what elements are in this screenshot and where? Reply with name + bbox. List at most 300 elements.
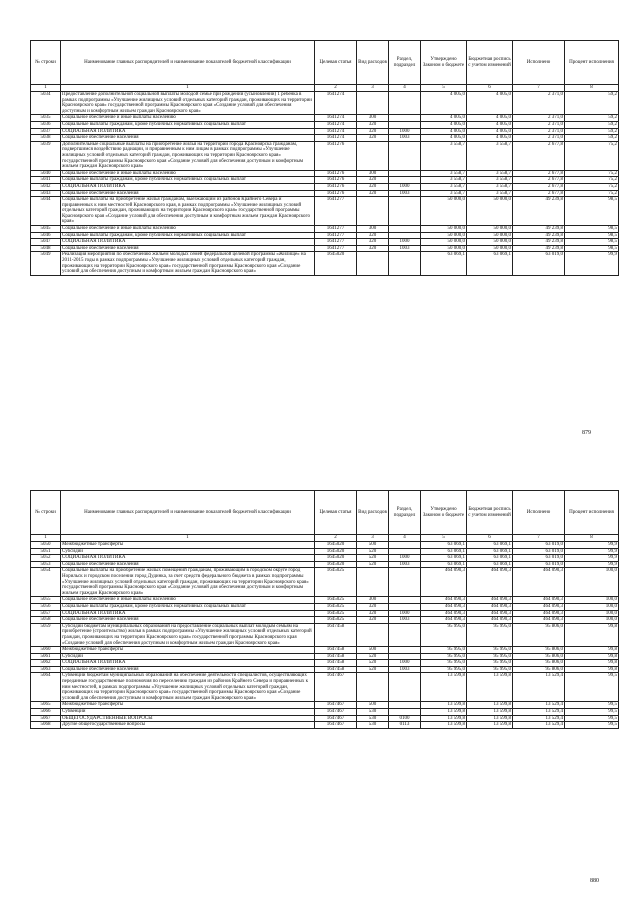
row-name: СОЦИАЛЬНАЯ ПОЛИТИКА bbox=[61, 610, 315, 617]
row-approved: 3 558,7 bbox=[421, 141, 467, 170]
table-row bbox=[31, 252, 619, 275]
row-section: 1003 bbox=[389, 561, 421, 568]
row-number: 5044 bbox=[31, 197, 61, 226]
row-approved: 13 599,8 bbox=[421, 715, 467, 722]
row-percent: 99,5 bbox=[565, 709, 619, 716]
row-percent: 59,2 bbox=[565, 135, 619, 142]
row-name: Субвенции bbox=[61, 709, 315, 716]
row-section: 1003 bbox=[389, 190, 421, 197]
row-percent: 75,2 bbox=[565, 183, 619, 190]
row-expense: 320 bbox=[357, 121, 389, 128]
row-budget: 50 000,0 bbox=[467, 226, 513, 233]
row-name: Социальные выплаты гражданам, кроме публичных нормативных социальных выплат bbox=[61, 177, 315, 184]
row-executed: 95 806,0 bbox=[513, 666, 565, 673]
row-expense: 530 bbox=[357, 709, 389, 716]
table-row bbox=[31, 245, 619, 252]
table-row bbox=[31, 709, 619, 716]
row-section: 1003 bbox=[389, 135, 421, 142]
row-executed: 464 090,3 bbox=[513, 610, 565, 617]
row-name: Субсидии бюджетам муниципальных образований на предоставление социальных выплат молодым семьям на приобретение (строительство) жилья в рамках подпрограммы «Улучшение жилищных условий отдельных категорий граждан, проживающих на территории Красноярского края» государственной программы Красноярского края «Создание условий для обеспечения доступным и комфортным жильем граждан Красноярского края» bbox=[61, 623, 315, 646]
row-section: 0100 bbox=[389, 715, 421, 722]
row-expense: 530 bbox=[357, 722, 389, 729]
row-number: 5064 bbox=[31, 673, 61, 702]
row-executed: 464 090,3 bbox=[513, 597, 565, 604]
row-number: 5057 bbox=[31, 610, 61, 617]
row-article: 1641277 bbox=[315, 245, 357, 252]
row-expense: 320 bbox=[357, 603, 389, 610]
row-percent: 99,9 bbox=[565, 561, 619, 568]
row-executed: 2 677,8 bbox=[513, 183, 565, 190]
row-expense bbox=[357, 197, 389, 226]
row-section: 1003 bbox=[389, 617, 421, 624]
row-number: 5055 bbox=[31, 597, 61, 604]
row-article: 1641277 bbox=[315, 197, 357, 226]
row-executed: 13 529,4 bbox=[513, 702, 565, 709]
row-executed: 2 371,0 bbox=[513, 121, 565, 128]
table-row bbox=[31, 121, 619, 128]
col-number: 5 bbox=[421, 535, 467, 542]
row-budget: 13 599,8 bbox=[467, 673, 513, 702]
row-expense: 320 bbox=[357, 190, 389, 197]
row-article: 1647467 bbox=[315, 715, 357, 722]
header-num: № строки bbox=[31, 41, 61, 85]
row-article: 1641274 bbox=[315, 92, 357, 115]
row-expense: 320 bbox=[357, 617, 389, 624]
row-approved: 464 090,3 bbox=[421, 610, 467, 617]
col-number: 1 bbox=[61, 85, 315, 92]
row-budget: 63 069,1 bbox=[467, 548, 513, 555]
row-expense: 520 bbox=[357, 653, 389, 660]
row-article: 1647458 bbox=[315, 660, 357, 667]
row-approved: 4 005,0 bbox=[421, 121, 467, 128]
col-number: 5 bbox=[421, 85, 467, 92]
row-section: 1000 bbox=[389, 128, 421, 135]
row-approved: 4 005,0 bbox=[421, 135, 467, 142]
row-article: 1645020 bbox=[315, 252, 357, 275]
row-approved: 464 090,3 bbox=[421, 617, 467, 624]
row-executed: 2 677,8 bbox=[513, 177, 565, 184]
row-number: 5061 bbox=[31, 653, 61, 660]
row-budget: 464 090,3 bbox=[467, 617, 513, 624]
row-article: 1641277 bbox=[315, 226, 357, 233]
row-budget: 4 005,0 bbox=[467, 135, 513, 142]
row-percent: 99,9 bbox=[565, 542, 619, 549]
col-number: 7 bbox=[513, 535, 565, 542]
table-row bbox=[31, 610, 619, 617]
col-number: 7 bbox=[513, 85, 565, 92]
row-section bbox=[389, 603, 421, 610]
col-number: 1 bbox=[31, 85, 61, 92]
row-approved: 95 995,0 bbox=[421, 666, 467, 673]
row-name: Дополнительные социальные выплаты на приобретение жилья на территории города Красноярска гражданам, подвергшимся воздействию радиации, и приравненным к ним лицам в рамках подпрограммы «Улучшение жилищных условий отдельных категорий граждан, проживающих на территории Красноярского края» государственной программы Красноярского края «Создание условий для обеспечения доступным и комфортным жильем граждан Красноярского края» bbox=[61, 141, 315, 170]
table-row bbox=[31, 232, 619, 239]
row-article: 1641274 bbox=[315, 128, 357, 135]
header-name: Наименование главных распорядителей и наименование показателей бюджетной классификации bbox=[61, 491, 315, 535]
row-approved: 50 000,0 bbox=[421, 197, 467, 226]
row-name: Социальные выплаты на приобретение жилых помещений гражданам, проживающим в городском округе город Норильск и городском поселении город Дудинка, за счет средств федерального бюджета в рамках подпрограммы «Улучшение жилищных условий отдельных категорий граждан, проживающих на территории Красноярского края» государственной программы Красноярского края «Создание условий для обеспечения доступным и комфортным жильем граждан Красноярского края» bbox=[61, 568, 315, 597]
header-expense: Вид расходов bbox=[357, 491, 389, 535]
row-section bbox=[389, 92, 421, 115]
table-row bbox=[31, 183, 619, 190]
row-approved: 464 090,3 bbox=[421, 597, 467, 604]
table-row bbox=[31, 548, 619, 555]
row-budget: 3 558,7 bbox=[467, 141, 513, 170]
row-approved: 13 599,8 bbox=[421, 702, 467, 709]
row-approved: 464 090,3 bbox=[421, 603, 467, 610]
row-number: 5068 bbox=[31, 722, 61, 729]
row-section: 1000 bbox=[389, 555, 421, 562]
header-expense: Вид расходов bbox=[357, 41, 389, 85]
row-budget: 63 069,1 bbox=[467, 561, 513, 568]
row-budget: 95 995,0 bbox=[467, 647, 513, 654]
row-name: Социальное обеспечение и иные выплаты населению bbox=[61, 115, 315, 122]
row-percent: 59,2 bbox=[565, 128, 619, 135]
row-budget: 3 558,7 bbox=[467, 183, 513, 190]
row-expense: 300 bbox=[357, 597, 389, 604]
row-approved: 63 069,1 bbox=[421, 555, 467, 562]
row-percent: 59,2 bbox=[565, 115, 619, 122]
row-approved: 4 005,0 bbox=[421, 92, 467, 115]
row-percent: 100,0 bbox=[565, 617, 619, 624]
table-body bbox=[31, 92, 619, 276]
table-row bbox=[31, 197, 619, 226]
row-percent: 100,0 bbox=[565, 610, 619, 617]
table-row bbox=[31, 603, 619, 610]
row-approved: 13 599,8 bbox=[421, 709, 467, 716]
row-article: 1647458 bbox=[315, 666, 357, 673]
row-executed: 2 371,0 bbox=[513, 92, 565, 115]
row-budget: 50 000,0 bbox=[467, 197, 513, 226]
row-expense bbox=[357, 673, 389, 702]
row-approved: 3 558,7 bbox=[421, 170, 467, 177]
row-name: Субсидии bbox=[61, 653, 315, 660]
row-executed: 63 019,0 bbox=[513, 542, 565, 549]
row-percent: 99,5 bbox=[565, 702, 619, 709]
table-row bbox=[31, 568, 619, 597]
header-percent: Процент исполнения bbox=[565, 41, 619, 85]
header-section: Раздел, подраздел bbox=[389, 491, 421, 535]
row-expense: 520 bbox=[357, 555, 389, 562]
row-section: 1000 bbox=[389, 239, 421, 246]
row-approved: 95 995,0 bbox=[421, 647, 467, 654]
row-executed: 2 677,8 bbox=[513, 170, 565, 177]
row-percent: 75,2 bbox=[565, 170, 619, 177]
row-article: 1645020 bbox=[315, 548, 357, 555]
row-executed: 95 806,0 bbox=[513, 653, 565, 660]
row-name: Социальное обеспечение населения bbox=[61, 666, 315, 673]
table-row bbox=[31, 561, 619, 568]
row-percent: 98,5 bbox=[565, 245, 619, 252]
row-approved: 50 000,0 bbox=[421, 245, 467, 252]
col-number: 6 bbox=[467, 85, 513, 92]
row-budget: 3 558,7 bbox=[467, 177, 513, 184]
row-section: 1000 bbox=[389, 183, 421, 190]
row-approved: 3 558,7 bbox=[421, 183, 467, 190]
row-expense: 530 bbox=[357, 715, 389, 722]
row-section bbox=[389, 141, 421, 170]
row-percent: 98,5 bbox=[565, 197, 619, 226]
table-row bbox=[31, 666, 619, 673]
table-row bbox=[31, 623, 619, 646]
table-row bbox=[31, 647, 619, 654]
row-approved: 13 599,8 bbox=[421, 722, 467, 729]
row-approved: 63 069,1 bbox=[421, 548, 467, 555]
row-number: 5036 bbox=[31, 121, 61, 128]
row-name: Социальные выплаты на приобретение жилья гражданам, выезжающим из районов Крайнего Севера и приравненных к ним местностей Красноярского края, в рамках подпрограммы «Улучшение жилищных условий отдельных категорий граждан, проживающих на территории Красноярского края» государственной программы Красноярского края «Создание условий для обеспечения доступным и комфортным жильем граждан Красноярского края» bbox=[61, 197, 315, 226]
table-header-row bbox=[31, 491, 619, 535]
row-name: Социальные выплаты гражданам, кроме публичных нормативных социальных выплат bbox=[61, 232, 315, 239]
row-expense: 320 bbox=[357, 177, 389, 184]
row-budget: 63 069,1 bbox=[467, 252, 513, 275]
col-number: 8 bbox=[565, 85, 619, 92]
row-budget: 13 599,8 bbox=[467, 709, 513, 716]
row-number: 5053 bbox=[31, 561, 61, 568]
row-section bbox=[389, 115, 421, 122]
row-section bbox=[389, 177, 421, 184]
row-name: СОЦИАЛЬНАЯ ПОЛИТИКА bbox=[61, 183, 315, 190]
header-name: Наименование главных распорядителей и наименование показателей бюджетной классификации bbox=[61, 41, 315, 85]
row-executed: 63 019,0 bbox=[513, 555, 565, 562]
row-section: 0113 bbox=[389, 722, 421, 729]
row-name: Социальное обеспечение населения bbox=[61, 190, 315, 197]
col-number: 6 bbox=[467, 535, 513, 542]
header-budget: Бюджетная роспись с учетом изменений bbox=[467, 41, 513, 85]
row-number: 5062 bbox=[31, 660, 61, 667]
row-budget: 3 558,7 bbox=[467, 190, 513, 197]
row-number: 5043 bbox=[31, 190, 61, 197]
row-percent: 75,2 bbox=[565, 177, 619, 184]
row-approved: 95 995,0 bbox=[421, 653, 467, 660]
budget-table-page-2 bbox=[30, 490, 619, 729]
table-header-row bbox=[31, 41, 619, 85]
row-number: 5065 bbox=[31, 702, 61, 709]
row-budget: 95 995,0 bbox=[467, 660, 513, 667]
row-section bbox=[389, 647, 421, 654]
row-name: Социальное обеспечение и иные выплаты населению bbox=[61, 226, 315, 233]
table-row bbox=[31, 555, 619, 562]
row-expense: 320 bbox=[357, 135, 389, 142]
row-article: 1641277 bbox=[315, 239, 357, 246]
table-row bbox=[31, 128, 619, 135]
row-expense: 320 bbox=[357, 128, 389, 135]
col-number: 4 bbox=[389, 85, 421, 92]
row-expense: 320 bbox=[357, 239, 389, 246]
header-executed: Исполнено bbox=[513, 491, 565, 535]
table-row bbox=[31, 177, 619, 184]
column-number-row bbox=[31, 85, 619, 92]
row-section bbox=[389, 568, 421, 597]
row-budget: 13 599,8 bbox=[467, 715, 513, 722]
row-number: 5052 bbox=[31, 555, 61, 562]
row-number: 5046 bbox=[31, 232, 61, 239]
row-expense bbox=[357, 92, 389, 115]
row-budget: 4 005,0 bbox=[467, 128, 513, 135]
row-section: 1003 bbox=[389, 245, 421, 252]
row-budget: 95 995,0 bbox=[467, 666, 513, 673]
row-budget: 464 090,3 bbox=[467, 568, 513, 597]
row-approved: 3 558,7 bbox=[421, 177, 467, 184]
row-percent: 59,2 bbox=[565, 92, 619, 115]
row-section bbox=[389, 252, 421, 275]
row-number: 5042 bbox=[31, 183, 61, 190]
row-number: 5051 bbox=[31, 548, 61, 555]
row-executed: 2 371,0 bbox=[513, 128, 565, 135]
row-expense: 320 bbox=[357, 232, 389, 239]
row-article: 1641274 bbox=[315, 135, 357, 142]
row-approved: 50 000,0 bbox=[421, 239, 467, 246]
row-executed: 49 239,8 bbox=[513, 245, 565, 252]
row-budget: 63 069,1 bbox=[467, 555, 513, 562]
header-article: Целевая статья bbox=[315, 491, 357, 535]
header-percent: Процент исполнения bbox=[565, 491, 619, 535]
row-percent: 99,9 bbox=[565, 252, 619, 275]
row-article: 1647458 bbox=[315, 647, 357, 654]
row-expense bbox=[357, 568, 389, 597]
row-percent: 100,0 bbox=[565, 603, 619, 610]
row-section bbox=[389, 226, 421, 233]
row-executed: 95 806,0 bbox=[513, 647, 565, 654]
row-article: 1645025 bbox=[315, 603, 357, 610]
row-article: 1641276 bbox=[315, 183, 357, 190]
row-section bbox=[389, 597, 421, 604]
col-number: 2 bbox=[315, 535, 357, 542]
row-name: Социальное обеспечение и иные выплаты населению bbox=[61, 170, 315, 177]
row-number: 5039 bbox=[31, 141, 61, 170]
row-expense: 520 bbox=[357, 666, 389, 673]
row-number: 5050 bbox=[31, 542, 61, 549]
row-section: 1003 bbox=[389, 666, 421, 673]
row-executed: 13 529,4 bbox=[513, 715, 565, 722]
row-budget: 50 000,0 bbox=[467, 239, 513, 246]
row-expense: 500 bbox=[357, 542, 389, 549]
row-name: Социальное обеспечение населения bbox=[61, 245, 315, 252]
row-expense: 520 bbox=[357, 660, 389, 667]
row-article: 1641277 bbox=[315, 232, 357, 239]
row-percent: 99,9 bbox=[565, 548, 619, 555]
row-article: 1645025 bbox=[315, 617, 357, 624]
row-expense: 520 bbox=[357, 561, 389, 568]
row-executed: 63 019,0 bbox=[513, 252, 565, 275]
table-row bbox=[31, 702, 619, 709]
row-percent: 99,5 bbox=[565, 673, 619, 702]
row-article: 1645020 bbox=[315, 555, 357, 562]
row-percent: 75,2 bbox=[565, 141, 619, 170]
table-row bbox=[31, 673, 619, 702]
row-article: 1647458 bbox=[315, 623, 357, 646]
row-article: 1647467 bbox=[315, 673, 357, 702]
row-expense: 320 bbox=[357, 245, 389, 252]
row-number: 5059 bbox=[31, 623, 61, 646]
row-budget: 3 558,7 bbox=[467, 170, 513, 177]
row-section bbox=[389, 170, 421, 177]
table-row bbox=[31, 722, 619, 729]
row-number: 5038 bbox=[31, 135, 61, 142]
row-name: Социальное обеспечение населения bbox=[61, 617, 315, 624]
row-budget: 63 069,1 bbox=[467, 542, 513, 549]
row-number: 5047 bbox=[31, 239, 61, 246]
row-article: 1645025 bbox=[315, 610, 357, 617]
row-executed: 464 090,3 bbox=[513, 603, 565, 610]
header-approved: Утверждено Законом о бюджете bbox=[421, 491, 467, 535]
row-executed: 13 529,4 bbox=[513, 709, 565, 716]
row-budget: 4 005,0 bbox=[467, 115, 513, 122]
row-executed: 63 019,0 bbox=[513, 548, 565, 555]
table-row bbox=[31, 190, 619, 197]
row-executed: 49 239,8 bbox=[513, 239, 565, 246]
row-percent: 99,8 bbox=[565, 653, 619, 660]
row-approved: 13 599,8 bbox=[421, 673, 467, 702]
table-row bbox=[31, 660, 619, 667]
row-number: 5056 bbox=[31, 603, 61, 610]
row-article: 1647467 bbox=[315, 709, 357, 716]
header-executed: Исполнено bbox=[513, 41, 565, 85]
row-executed: 49 239,8 bbox=[513, 232, 565, 239]
col-number: 2 bbox=[315, 85, 357, 92]
row-percent: 98,5 bbox=[565, 226, 619, 233]
row-number: 5067 bbox=[31, 715, 61, 722]
row-name: Социальное обеспечение населения bbox=[61, 135, 315, 142]
header-approved: Утверждено Законом о бюджете bbox=[421, 41, 467, 85]
row-expense: 500 bbox=[357, 647, 389, 654]
row-expense: 500 bbox=[357, 702, 389, 709]
budget-table-page-1 bbox=[30, 40, 619, 276]
table-row bbox=[31, 141, 619, 170]
row-number: 5035 bbox=[31, 115, 61, 122]
row-executed: 63 019,0 bbox=[513, 561, 565, 568]
row-name: СОЦИАЛЬНАЯ ПОЛИТИКА bbox=[61, 660, 315, 667]
table-row bbox=[31, 597, 619, 604]
row-approved: 63 069,1 bbox=[421, 561, 467, 568]
row-article: 1641276 bbox=[315, 190, 357, 197]
row-number: 5045 bbox=[31, 226, 61, 233]
row-executed: 2 371,0 bbox=[513, 115, 565, 122]
row-budget: 464 090,3 bbox=[467, 603, 513, 610]
row-article: 1645025 bbox=[315, 568, 357, 597]
row-budget: 50 000,0 bbox=[467, 245, 513, 252]
row-percent: 100,0 bbox=[565, 597, 619, 604]
row-article: 1645020 bbox=[315, 542, 357, 549]
row-percent: 59,2 bbox=[565, 121, 619, 128]
row-approved: 50 000,0 bbox=[421, 226, 467, 233]
row-article: 1647467 bbox=[315, 702, 357, 709]
row-name: СОЦИАЛЬНАЯ ПОЛИТИКА bbox=[61, 239, 315, 246]
row-number: 5054 bbox=[31, 568, 61, 597]
row-budget: 4 005,0 bbox=[467, 121, 513, 128]
table-row bbox=[31, 226, 619, 233]
row-expense: 520 bbox=[357, 548, 389, 555]
row-name: Предоставление дополнительной социальной выплаты молодой семье при рождении (усыновлении) 1 ребенка в рамках подпрограммы «Улучшение жилищных условий отдельных категорий граждан, проживающих на территории Красноярского края» государственной программы Красноярского края «Создание условий для обеспечения доступным и комфортным жильем граждан Красноярского края» bbox=[61, 92, 315, 115]
row-article: 1647467 bbox=[315, 722, 357, 729]
row-executed: 13 529,4 bbox=[513, 673, 565, 702]
row-executed: 95 806,0 bbox=[513, 660, 565, 667]
row-executed: 2 371,0 bbox=[513, 135, 565, 142]
row-percent: 99,5 bbox=[565, 722, 619, 729]
page-number: 879 bbox=[582, 430, 591, 436]
row-section bbox=[389, 709, 421, 716]
table-row bbox=[31, 715, 619, 722]
row-article: 1641276 bbox=[315, 170, 357, 177]
row-section: 1000 bbox=[389, 610, 421, 617]
row-approved: 95 995,0 bbox=[421, 623, 467, 646]
row-section: 1000 bbox=[389, 660, 421, 667]
table-row bbox=[31, 170, 619, 177]
row-number: 5049 bbox=[31, 252, 61, 275]
row-approved: 4 005,0 bbox=[421, 128, 467, 135]
row-executed: 13 529,4 bbox=[513, 722, 565, 729]
header-num: № строки bbox=[31, 491, 61, 535]
row-approved: 4 005,0 bbox=[421, 115, 467, 122]
row-approved: 50 000,0 bbox=[421, 232, 467, 239]
